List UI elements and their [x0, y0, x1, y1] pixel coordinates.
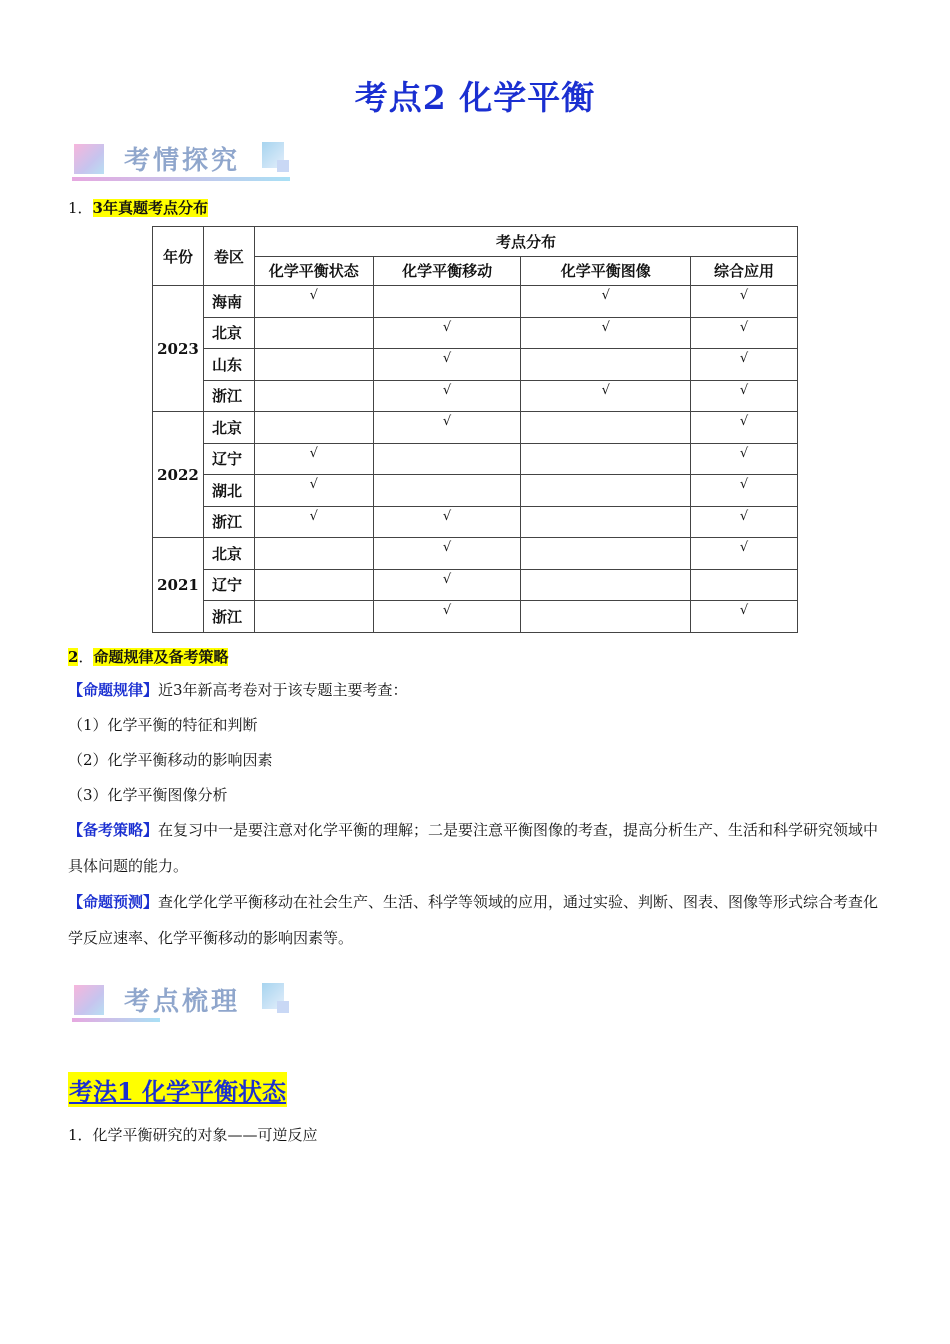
rule-tag: 【命题规律】 [68, 681, 159, 699]
mark-cell: √ [373, 538, 521, 570]
rule-item-2: （2）化学平衡移动的影响因素 [68, 751, 273, 769]
banner-label: 考情探究 [124, 146, 241, 176]
section2-dot: ． [78, 648, 94, 666]
region-cell: 北京 [203, 538, 254, 570]
mark-cell [254, 569, 373, 601]
mark-cell [254, 349, 373, 381]
exam-distribution-table [152, 226, 798, 633]
mark-cell: √ [691, 475, 798, 507]
table-row [153, 506, 798, 538]
mark-cell [373, 286, 521, 318]
region-cell: 辽宁 [203, 443, 254, 475]
mark-cell: √ [691, 317, 798, 349]
mark-cell [254, 412, 373, 444]
rule-paragraph [68, 672, 884, 708]
mark-cell: √ [691, 443, 798, 475]
mark-cell: √ [254, 475, 373, 507]
predict-paragraph [68, 884, 884, 956]
mark-cell [254, 601, 373, 633]
header-region: 卷区 [203, 227, 254, 286]
page-title: 考点2 化学平衡 [354, 78, 596, 117]
mark-cell [521, 475, 691, 507]
table-row [153, 538, 798, 570]
region-cell: 海南 [203, 286, 254, 318]
section1-title: 3年真题考点分布 [92, 199, 208, 217]
mark-cell: √ [373, 349, 521, 381]
predict-text: 查化学化学平衡移动在社会生产、生活、科学等领域的应用，通过实验、判断、图表、图像等形式综合考查化学反应速率、化学平衡移动的影响因素等。 [68, 893, 879, 947]
mark-cell [521, 601, 691, 633]
mark-cell [521, 569, 691, 601]
predict-tag: 【命题预测】 [68, 893, 159, 911]
mark-cell: √ [373, 506, 521, 538]
section2-number: 2 [68, 648, 79, 666]
mark-cell: √ [254, 286, 373, 318]
region-cell: 辽宁 [203, 569, 254, 601]
rule-item-3: （3）化学平衡图像分析 [68, 786, 228, 804]
year-cell: 2022 [153, 412, 204, 538]
mark-cell [521, 412, 691, 444]
mark-cell: √ [373, 380, 521, 412]
banner-label: 考点梳理 [124, 987, 241, 1017]
banner-underline [72, 177, 290, 181]
region-cell: 北京 [203, 412, 254, 444]
body-line: 1．化学平衡研究的对象——可逆反应 [68, 1126, 318, 1144]
region-cell: 北京 [203, 317, 254, 349]
mark-cell: √ [521, 317, 691, 349]
mark-cell: √ [691, 349, 798, 381]
mark-cell: √ [691, 286, 798, 318]
region-cell: 湖北 [203, 475, 254, 507]
mark-cell: √ [691, 412, 798, 444]
table-row [153, 286, 798, 318]
banner-decoration [74, 985, 104, 1015]
mark-cell [373, 475, 521, 507]
mark-cell [521, 538, 691, 570]
strategy-text: 在复习中一是要注意对化学平衡的理解；二是要注意平衡图像的考查，提高分析生产、生活和科学研究领域中具体问题的能力。 [68, 821, 879, 875]
mark-cell: √ [691, 538, 798, 570]
table-row [153, 349, 798, 381]
mark-cell [373, 443, 521, 475]
mark-cell [254, 380, 373, 412]
section-banner-kaoqing [72, 136, 302, 186]
table-row [153, 380, 798, 412]
mark-cell [254, 317, 373, 349]
header-col-state: 化学平衡状态 [254, 256, 373, 286]
mark-cell: √ [373, 569, 521, 601]
mark-cell: √ [521, 380, 691, 412]
header-col-shift: 化学平衡移动 [373, 256, 521, 286]
rule-text: 近3年新高考卷对于该专题主要考查： [158, 681, 408, 699]
rule-item-1: （1）化学平衡的特征和判断 [68, 716, 258, 734]
mark-cell [521, 349, 691, 381]
region-cell: 浙江 [203, 601, 254, 633]
section1-heading [68, 197, 208, 218]
section2-heading [68, 646, 228, 667]
section2-title: 命题规律及备考策略 [93, 648, 229, 666]
table-row [153, 475, 798, 507]
header-col-comprehensive: 综合应用 [691, 256, 798, 286]
table-row [153, 569, 798, 601]
mark-cell: √ [691, 506, 798, 538]
method-heading: 考法1 化学平衡状态 [68, 1072, 287, 1107]
year-cell: 2023 [153, 286, 204, 412]
banner-decoration [277, 160, 289, 172]
region-cell: 浙江 [203, 506, 254, 538]
header-year: 年份 [153, 227, 204, 286]
region-cell: 山东 [203, 349, 254, 381]
strategy-paragraph [68, 812, 884, 884]
section1-number: 1． [68, 199, 93, 217]
year-cell: 2021 [153, 538, 204, 633]
mark-cell [521, 443, 691, 475]
mark-cell: √ [691, 601, 798, 633]
mark-cell: √ [373, 317, 521, 349]
header-group: 考点分布 [254, 227, 797, 257]
banner-decoration [277, 1001, 289, 1013]
table-row [153, 412, 798, 444]
mark-cell: √ [254, 506, 373, 538]
banner-decoration [74, 144, 104, 174]
mark-cell: √ [521, 286, 691, 318]
table-row [153, 317, 798, 349]
mark-cell: √ [691, 380, 798, 412]
table-row [153, 443, 798, 475]
header-col-graph: 化学平衡图像 [521, 256, 691, 286]
table-row [153, 601, 798, 633]
mark-cell: √ [254, 443, 373, 475]
mark-cell [254, 538, 373, 570]
mark-cell [691, 569, 798, 601]
mark-cell: √ [373, 412, 521, 444]
region-cell: 浙江 [203, 380, 254, 412]
mark-cell: √ [373, 601, 521, 633]
mark-cell [521, 506, 691, 538]
banner-underline [72, 1018, 160, 1022]
strategy-tag: 【备考策略】 [68, 821, 159, 839]
section-banner-kaodian [72, 977, 302, 1027]
